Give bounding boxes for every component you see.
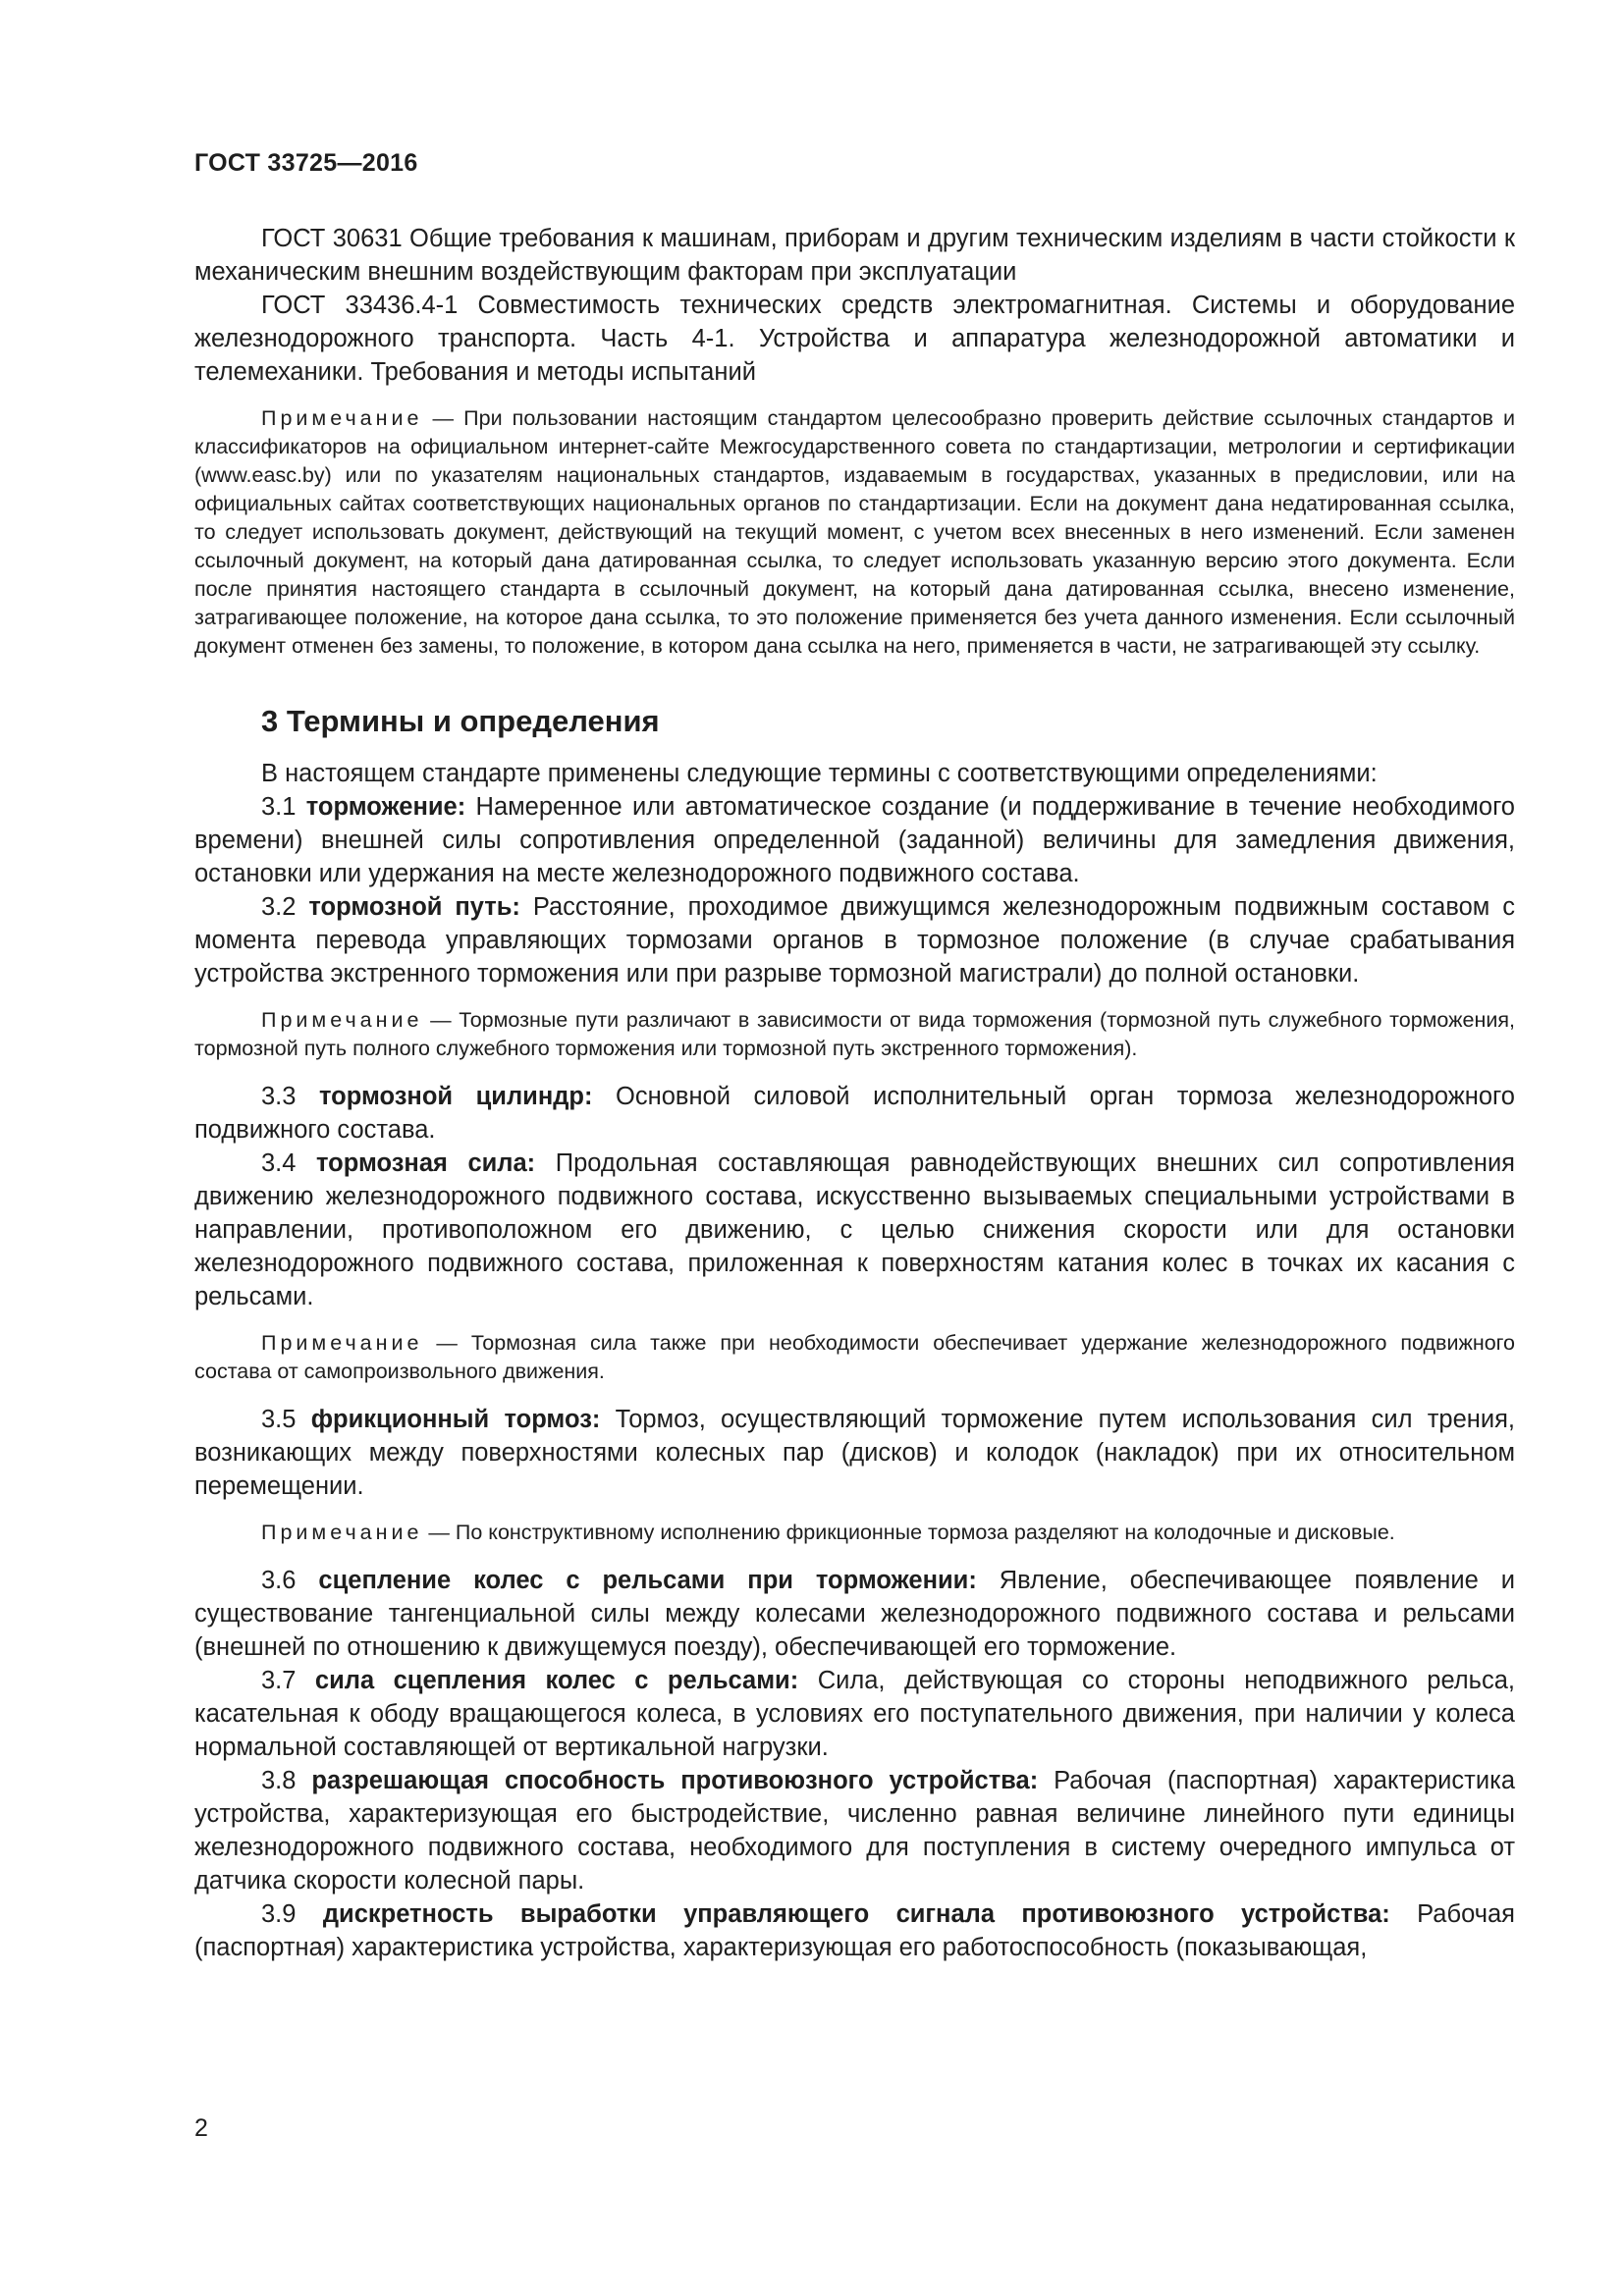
note-label: Примечание — [261, 1521, 423, 1544]
term-note-3-5: Примечание — По конструктивному исполнению фрикционные тормоза разделяют на колодочные и дисковые. — [261, 1521, 1395, 1544]
reference-gost-30631: ГОСТ 30631 Общие требования к машинам, приборам и другим техническим изделиям в части стойкости к механическим внешним воздействующим факторам при эксплуатации — [194, 225, 1515, 286]
term-definition-3-1: 3.1 торможение: Намеренное или автоматическое создание (и поддерживание в течение необходимого времени) внешней силы сопротивления определенной (заданной) величины для замедления движения, остановки или удержания на месте железнодорожного подвижного состава. — [194, 793, 1515, 887]
term-definition-3-4: 3.4 тормозная сила: Продольная составляющая равнодействующих внешних сил сопротивления движению железнодорожного подвижного состава, искусственно вызываемых специальными устройствами в направлении, противоположном его движению, с целью снижения скорости или для остановки железнодорожного подвижного состава, приложенная к поверхностям катания колес в точках их касания с рельсами. — [194, 1149, 1515, 1310]
term-definition-3-7: 3.7 сила сцепления колес с рельсами: Сила, действующая со стороны неподвижного рельса, касательная к ободу вращающегося колеса, в условиях его поступательного движения, при наличии у колеса нормальной составляющей от вертикальной нагрузки. — [194, 1667, 1515, 1761]
page-number: 2 — [194, 2114, 208, 2142]
term-definition-3-9: 3.9 дискретность выработки управляющего сигнала противоюзного устройства: Рабочая (паспортная) характеристика устройства, характеризующая его работоспособность (показывающая, — [194, 1900, 1515, 1961]
term-name: торможение: — [305, 793, 466, 821]
term-name: дискретность выработки управляющего сигнала противоюзного устройства: — [322, 1900, 1390, 1928]
term-name: сила сцепления колес с рельсами: — [314, 1667, 799, 1694]
term-definition-3-3: 3.3 тормозной цилиндр: Основной силовой исполнительный орган тормоза железнодорожного подвижного состава. — [194, 1083, 1515, 1144]
note-label: Примечание — [261, 406, 423, 430]
term-note-3-4: Примечание — Тормозная сила также при необходимости обеспечивает удержание железнодорожного подвижного состава от самопроизвольного движения. — [194, 1331, 1515, 1383]
note-text: При пользовании настоящим стандартом целесообразно проверить действие ссылочных стандартов и классификаторов на официальном интернет-сайте Межгосударственного совета по стандартизации, метрологии и сертификации (www.easc.by) или по указателям национальных стандартов, издаваемым в государствах, указанных в предисловии, или на официальных сайтах соответствующих национальных органов по стандартизации. Если на документ дана недатированная ссылка, то следует использовать документ, действующий на текущий момент, с учетом всех внесенных в него изменений. Если заменен ссылочный документ, на который дана датированная ссылка, то следует использовать указанную версию этого документа. Если после принятия настоящего стандарта в ссылочный документ, на который дана датированная ссылка, внесено изменение, затрагивающее положение, на которое дана ссылка, то это положение применяется без учета данного изменения. Если ссылочный документ отменен без замены, то положение, в котором дана ссылка на него, применяется в части, не затрагивающей эту ссылку. — [194, 406, 1515, 658]
term-definition-3-2: 3.2 тормозной путь: Расстояние, проходимое движущимся железнодорожным подвижным составом с момента перевода управляющих тормозами органов в тормозное положение (в случае срабатывания устройства экстренного торможения или при разрыве тормозной магистрали) до полной остановки. — [194, 893, 1516, 988]
term-name: тормозной путь: — [308, 893, 520, 921]
reference-gost-33436: ГОСТ 33436.4-1 Совместимость технических средств электромагнитная. Системы и оборудование железнодорожного транспорта. Часть 4-1. Устройства и аппаратура железнодорожной автоматики и телемеханики. Требования и методы испытаний — [194, 292, 1515, 386]
reference-note: Примечание — При пользовании настоящим стандартом целесообразно проверить действие ссылочных стандартов и классификаторов на официальном интернет-сайте Межгосударственного совета по стандартизации, метрологии и сертификации (www.easc.by) или по указателям национальных стандартов, издаваемым в государствах, указанных в предисловии, или на официальных сайтах соответствующих национальных органов по стандартизации. Если на документ дана недатированная ссылка, то следует использовать документ, действующий на текущий момент, с учетом всех внесенных в него изменений. Если заменен ссылочный документ, на который дана датированная ссылка, то следует использовать указанную версию этого документа. Если после принятия настоящего стандарта в ссылочный документ, на который дана датированная ссылка, внесено изменение, затрагивающее положение, на которое дана ссылка, то это положение применяется без учета данного изменения. Если ссылочный документ отменен без замены, то положение, в котором дана ссылка на него, применяется в части, не затрагивающей эту ссылку. — [194, 406, 1515, 658]
term-definition-3-8: 3.8 разрешающая способность противоюзного устройства: Рабочая (паспортная) характеристика устройства, характеризующая его быстродействие, численно равная величине линейного пути единицы железнодорожного подвижного состава, необходимого для поступления в систему очередного импульса от датчика скорости колесной пары. — [194, 1767, 1515, 1895]
section-intro: В настоящем стандарте применены следующие термины с соответствующими определениями: — [261, 760, 1378, 787]
term-name: сцепление колес с рельсами при торможении: — [318, 1567, 977, 1594]
note-label: Примечание — [261, 1331, 423, 1355]
section-title: 3 Термины и определения — [261, 704, 660, 738]
page-content — [194, 222, 1515, 1964]
term-name: тормозной цилиндр: — [319, 1083, 593, 1110]
note-label: Примечание — [261, 1008, 423, 1032]
term-name: фрикционный тормоз: — [310, 1406, 601, 1433]
term-name: тормозная сила: — [316, 1149, 536, 1177]
document-header: ГОСТ 33725—2016 — [194, 149, 418, 177]
term-definition-3-5: 3.5 фрикционный тормоз: Тормоз, осуществляющий торможение путем использования сил трения, возникающих между поверхностями колесных пар (дисков) и колодок (накладок) при их относительном перемещении. — [194, 1406, 1515, 1500]
term-definition-3-6: 3.6 сцепление колес с рельсами при торможении: Явление, обеспечивающее появление и существование тангенциальной силы между колесами железнодорожного подвижного состава и рельсами (внешней по отношению к движущемуся поезду), обеспечивающей его торможение. — [194, 1567, 1515, 1661]
term-note-3-2: Примечание — Тормозные пути различают в зависимости от вида торможения (тормозной путь служебного торможения, тормозной путь полного служебного торможения или тормозной путь экстренного торможения). — [194, 1008, 1515, 1060]
term-name: разрешающая способность противоюзного устройства: — [311, 1767, 1039, 1794]
